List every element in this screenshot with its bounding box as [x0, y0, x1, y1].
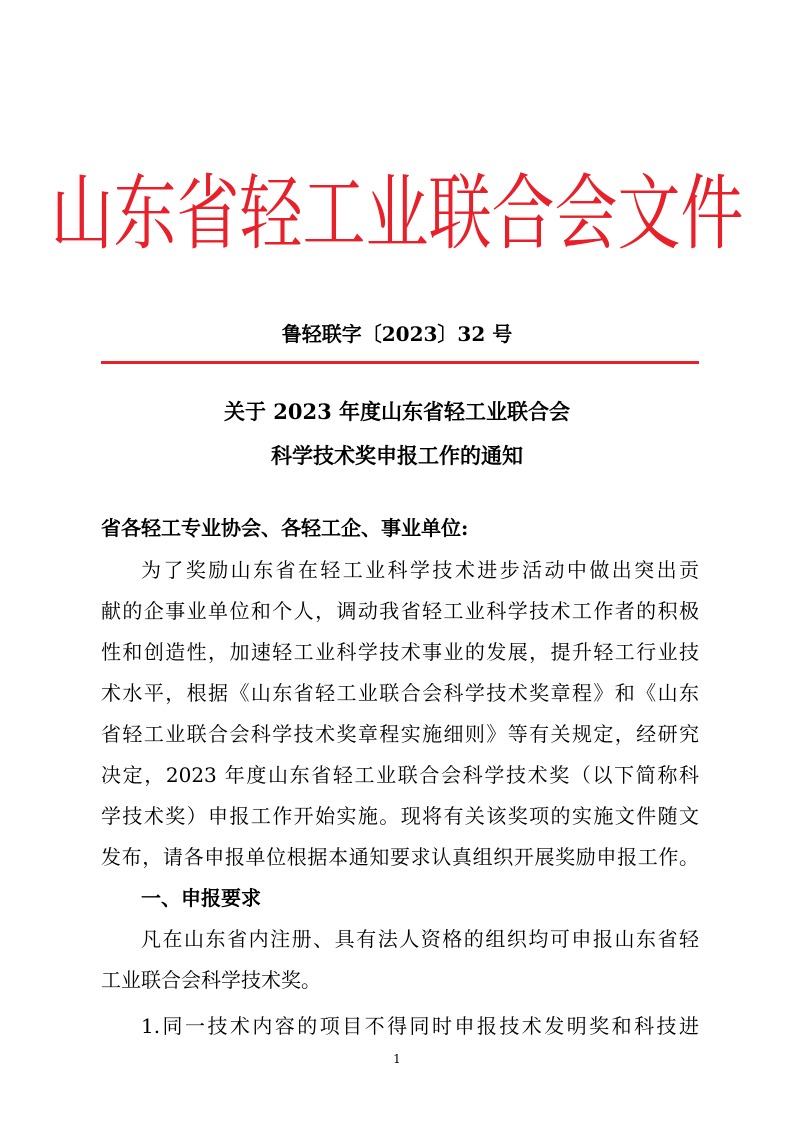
body-line: 凡在山东省内注册、具有法人资格的组织均可申报山东省轻: [141, 927, 699, 951]
section-heading: 一、申报要求: [141, 886, 261, 910]
body-line: 学技术奖）申报工作开始实施。现将有关该奖项的实施文件随文: [101, 804, 699, 828]
addressee-line: 省各轻工专业协会、各轻工企、事业单位:: [101, 516, 469, 540]
body-line: 工业联合会科学技术奖。: [101, 968, 321, 992]
body-line: 术水平，根据《山东省轻工业联合会科学技术奖章程》和《山东: [101, 681, 699, 705]
document-masthead: 山东省轻工业联合会文件: [50, 166, 744, 262]
body-line: 献的企事业单位和个人，调动我省轻工业科学技术工作者的积极: [101, 599, 699, 623]
body-line: 为了奖励山东省在轻工业科学技术进步活动中做出突出贡: [141, 558, 699, 582]
body-line: 省轻工业联合会科学技术奖章程实施细则》等有关规定，经研究: [101, 722, 699, 746]
body-line: 发布，请各申报单位根据本通知要求认真组织开展奖励申报工作。: [101, 845, 699, 869]
document-number: 鲁轻联字〔2023〕32 号: [281, 322, 513, 346]
list-item: 1.同一技术内容的项目不得同时申报技术发明奖和科技进: [141, 1014, 699, 1038]
notice-title-line-2: 科学技术奖申报工作的通知: [271, 443, 523, 468]
red-divider-line: [101, 361, 699, 364]
body-line: 决定，2023 年度山东省轻工业联合会科学技术奖（以下简称科: [101, 763, 699, 787]
notice-title-line-1: 关于 2023 年度山东省轻工业联合会: [223, 399, 571, 424]
page-number: 1: [393, 1052, 401, 1066]
body-line: 性和创造性，加速轻工业科学技术事业的发展，提升轻工行业技: [101, 640, 699, 664]
